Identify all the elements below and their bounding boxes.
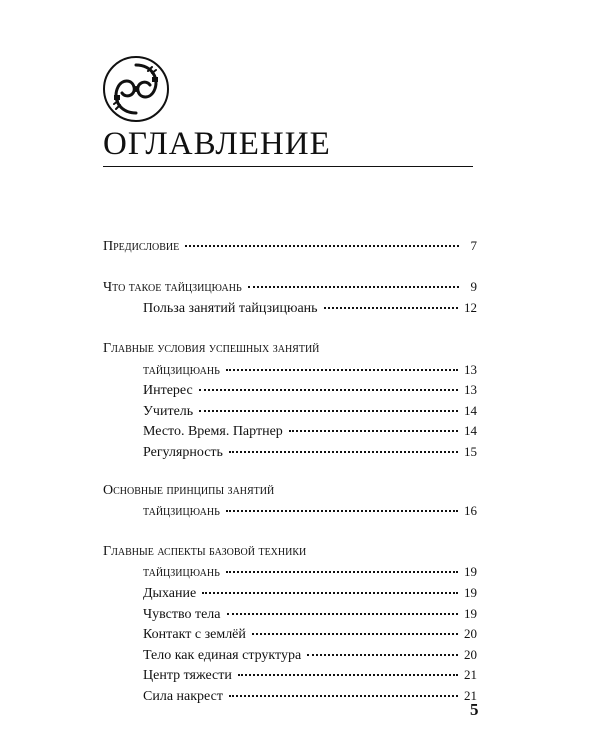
toc-subentry[interactable] xyxy=(143,443,477,461)
toc-entry-label: Центр тяжести xyxy=(143,668,232,683)
toc-entry-page: 7 xyxy=(470,238,477,253)
toc-entry-page: 20 xyxy=(464,626,477,641)
toc-entry-label: тайцзицюань xyxy=(143,504,220,519)
toc-subentry[interactable] xyxy=(143,625,477,643)
dot-leader xyxy=(229,695,458,697)
dot-leader xyxy=(252,633,458,635)
toc-entry-page: 19 xyxy=(464,585,477,600)
toc-entry-page: 16 xyxy=(464,503,477,518)
toc-section-heading: Главные условия успешных занятий xyxy=(103,341,320,356)
title-divider xyxy=(103,166,473,167)
toc-entry[interactable] xyxy=(143,361,477,379)
toc-entry[interactable] xyxy=(103,237,477,255)
taichi-emblem-icon xyxy=(102,55,170,123)
toc-entry[interactable] xyxy=(143,502,477,520)
dot-leader xyxy=(324,307,458,309)
toc-subentry[interactable] xyxy=(143,646,477,664)
dot-leader xyxy=(185,245,459,247)
page-title: ОГЛАВЛЕНИЕ xyxy=(103,126,331,162)
toc-entry-page: 21 xyxy=(464,667,477,682)
toc-section-heading: Главные аспекты базовой техники xyxy=(103,544,307,559)
dot-leader xyxy=(226,369,458,371)
toc-entry-label: Контакт с землёй xyxy=(143,627,246,642)
page-number: 5 xyxy=(470,700,479,719)
dot-leader xyxy=(226,510,458,512)
toc-entry-label: Сила накрест xyxy=(143,689,223,704)
dot-leader xyxy=(307,654,458,656)
toc-entry-page: 15 xyxy=(464,444,477,459)
dot-leader xyxy=(227,613,458,615)
toc-entry-label: Предисловие xyxy=(103,239,180,254)
dot-leader xyxy=(226,571,458,573)
toc-entry-page: 19 xyxy=(464,564,477,579)
toc-subentry[interactable] xyxy=(143,584,477,602)
dot-leader xyxy=(229,451,458,453)
toc-entry-label: Место. Время. Партнер xyxy=(143,424,283,439)
dot-leader xyxy=(199,389,458,391)
toc-entry-label: Польза занятий тайцзицюань xyxy=(143,301,318,316)
toc-entry-label: тайцзицюань xyxy=(143,565,220,580)
toc-entry[interactable] xyxy=(103,278,477,296)
toc-entry-page: 9 xyxy=(470,279,477,294)
toc-entry-label: Что такое тайцзицюань xyxy=(103,280,242,295)
dot-leader xyxy=(289,430,458,432)
toc-entry-page: 20 xyxy=(464,647,477,662)
dot-leader xyxy=(248,286,459,288)
toc-entry-label: Тело как единая структура xyxy=(143,648,302,663)
toc-entry[interactable] xyxy=(143,563,477,581)
toc-subentry[interactable] xyxy=(143,666,477,684)
toc-subentry[interactable] xyxy=(143,402,477,420)
toc-entry-page: 13 xyxy=(464,382,477,397)
toc-subentry[interactable] xyxy=(143,422,477,440)
toc-subentry[interactable] xyxy=(143,605,477,623)
toc-entry-page: 14 xyxy=(464,403,477,418)
toc-entry-label: тайцзицюань xyxy=(143,363,220,378)
toc-entry-page: 14 xyxy=(464,423,477,438)
dot-leader xyxy=(199,410,458,412)
toc-entry-label: Интерес xyxy=(143,383,193,398)
dot-leader xyxy=(202,592,458,594)
toc-entry-label: Чувство тела xyxy=(143,607,221,622)
toc-subentry[interactable] xyxy=(143,381,477,399)
toc-entry-page: 21 xyxy=(464,688,477,703)
toc-entry-page: 19 xyxy=(464,606,477,621)
toc-entry-label: Регулярность xyxy=(143,445,223,460)
toc-entry-page: 13 xyxy=(464,362,477,377)
toc-entry-label: Дыхание xyxy=(143,586,197,601)
toc-entry-page: 12 xyxy=(464,300,477,315)
toc-entry-label: Учитель xyxy=(143,404,194,419)
toc-subentry[interactable] xyxy=(143,687,477,705)
toc-subentry[interactable] xyxy=(143,299,477,317)
dot-leader xyxy=(238,674,458,676)
toc-section-heading: Основные принципы занятий xyxy=(103,483,275,498)
